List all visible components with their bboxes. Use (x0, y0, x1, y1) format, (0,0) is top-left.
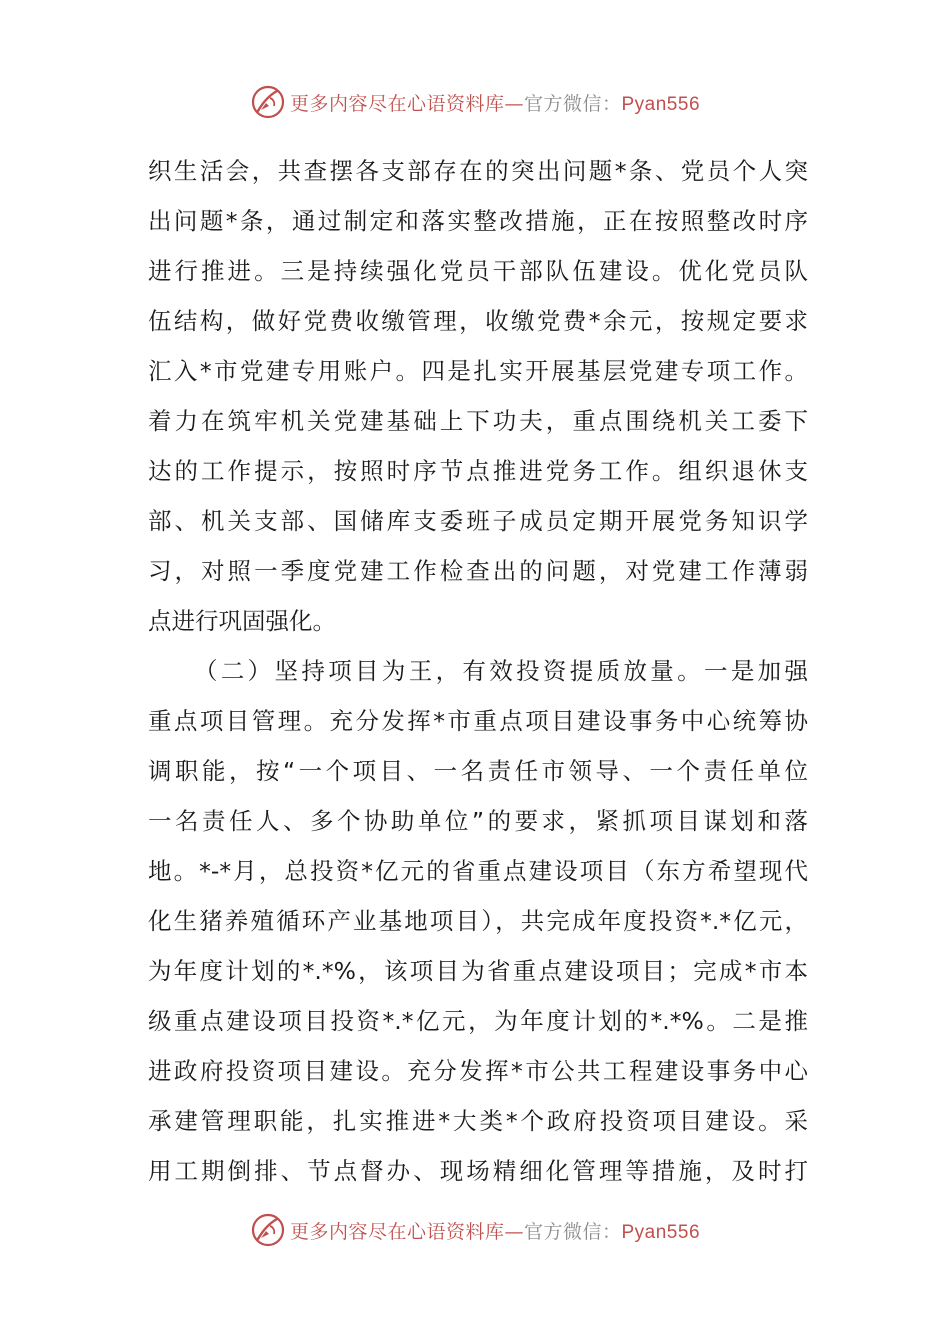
body-line: 汇入*市党建专用账户。四是扎实开展基层党建专项工作。 (148, 357, 808, 385)
header-watermark-banner (0, 82, 950, 122)
body-line: 为年度计划的*.*%，该项目为省重点建设项目；完成*市本 (148, 957, 808, 985)
header-watermark-text: 更多内容尽在心语资料库—官方微信：Pyan556 (289, 92, 701, 115)
document-body (148, 146, 808, 1196)
body-line: 承建管理职能，扎实推进*大类*个政府投资项目建设。采 (148, 1107, 808, 1135)
body-line: 着力在筑牢机关党建基础上下功夫，重点围绕机关工委下 (148, 407, 808, 435)
body-line: 伍结构，做好党费收缴管理，收缴党费*余元，按规定要求 (148, 307, 808, 335)
pen-logo-icon (250, 84, 286, 120)
body-line: 进政府投资项目建设。充分发挥*市公共工程建设事务中心 (148, 1057, 808, 1085)
body-line: 点进行巩固强化。 (148, 607, 336, 635)
footer-watermark-text: 更多内容尽在心语资料库—官方微信：Pyan556 (289, 1220, 701, 1243)
body-line: 级重点建设项目投资*.*亿元，为年度计划的*.*%。二是推 (148, 1007, 808, 1035)
body-line: 出问题*条，通过制定和落实整改措施，正在按照整改时序 (148, 207, 808, 235)
body-line: 一名责任人、多个协助单位”的要求，紧抓项目谋划和落 (148, 807, 808, 835)
footer-watermark-banner (0, 1210, 950, 1250)
body-line: 习，对照一季度党建工作检查出的问题，对党建工作薄弱 (148, 557, 808, 585)
body-line: 调职能，按“一个项目、一名责任市领导、一个责任单位 (148, 757, 808, 785)
pen-logo-icon (250, 1212, 286, 1248)
body-line: 织生活会，共查摆各支部存在的突出问题*条、党员个人突 (148, 157, 808, 185)
section-heading-line: （二）坚持项目为王，有效投资提质放量。一是加强 (194, 657, 808, 685)
body-line: 重点项目管理。充分发挥*市重点项目建设事务中心统筹协 (148, 707, 808, 735)
body-line: 进行推进。三是持续强化党员干部队伍建设。优化党员队 (148, 257, 808, 285)
body-line: 用工期倒排、节点督办、现场精细化管理等措施，及时打 (148, 1157, 808, 1185)
body-line: 达的工作提示，按照时序节点推进党务工作。组织退休支 (148, 457, 808, 485)
body-line: 地。*-*月，总投资*亿元的省重点建设项目（东方希望现代 (148, 857, 808, 885)
body-line: 部、机关支部、国储库支委班子成员定期开展党务知识学 (148, 507, 808, 535)
body-line: 化生猪养殖循环产业基地项目），共完成年度投资*.*亿元， (148, 907, 808, 935)
